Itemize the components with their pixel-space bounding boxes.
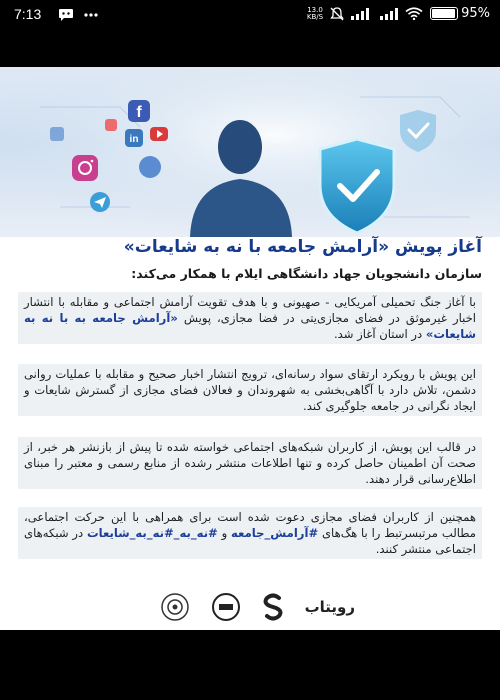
facebook-icon — [128, 100, 150, 122]
battery-percent: 95% — [461, 6, 490, 21]
instagram-icon — [72, 155, 98, 181]
net-speed-value: 13.0 — [307, 5, 323, 14]
paragraph-2: این پویش با رویکرد ارتقای سواد رسانه‌ای، ترویج انتشار اخبار صحیح و مقابله با عملیات روانی دشمن، تلاش دارد با آگاهی‌بخشی به شهروندان و فعالان فضای مجازی از گسترش شایعات و ایجاد نگرانی در جامعه جلوگیری کند. — [18, 364, 482, 416]
jahad-daneshgahi-logo — [211, 592, 241, 622]
svg-text:in: in — [129, 134, 139, 145]
chat-icon — [139, 156, 161, 178]
hero-illustration — [0, 67, 500, 237]
paragraph-1-text-a: با آغاز جنگ تحمیلی آمریکایی - صهیونی و با هدف تقویت آرامش اجتماعی و مقابله با انتشار اخبار غیرموثق در فضای مجازی‌یتی در فضا مجازی، پویش — [24, 295, 476, 325]
paragraph-4-text-mid: و — [217, 526, 231, 540]
paragraph-4-text-b: در شبکه‌های اجتماعی منتشر کنند. — [24, 526, 476, 556]
linkedin-icon — [125, 129, 143, 147]
brand-logo — [305, 598, 355, 616]
message-icon — [58, 8, 74, 22]
emblem-logo — [160, 592, 190, 622]
logos-strip — [160, 589, 355, 625]
status-time: 7:13 — [14, 6, 42, 22]
more-icon — [84, 13, 98, 17]
net-speed — [307, 7, 323, 21]
hashtag-1[interactable]: #آرامش_جامعه — [231, 526, 319, 540]
svg-text:f: f — [136, 104, 142, 121]
mute-icon — [330, 7, 344, 21]
status-left-icons — [58, 8, 98, 22]
post-subtitle: سازمان دانشجویان جهاد دانشگاهی ایلام با همکار می‌کند: — [131, 266, 482, 281]
status-right-icons — [307, 6, 490, 21]
post-title: آغاز پویش «آرامش جامعه با نه به شایعات» — [123, 237, 482, 257]
battery-icon — [430, 7, 458, 20]
signal-icon — [351, 8, 373, 20]
net-speed-unit: KB/S — [306, 12, 324, 21]
brand-logo-text: رویتاب — [304, 598, 355, 616]
paragraph-3: در قالب این پویش، از کاربران شبکه‌های اجتماعی خواسته شده تا پیش از بازنشر هر خبر، از صحت آن اطمینان حاصل کرده و تنها اطلاعات منتشر رشده از منابع رسمی و معتبر را مبنای اطلاع‌رسانی قرار دهند. — [18, 437, 482, 489]
status-bar — [0, 0, 500, 32]
youtube-icon — [150, 127, 168, 141]
signal-2-icon — [380, 8, 398, 20]
paragraph-4-text-a: همچنین از کاربران فضای مجازی دعوت شده است برای همراهی با این حرکت اجتماعی، مطالب مرتبسرتبط را با هگ‌های — [24, 510, 476, 540]
paragraph-1 — [18, 292, 482, 344]
battery-status — [430, 6, 490, 21]
s-logo — [262, 592, 284, 622]
paragraph-4 — [18, 507, 482, 559]
telegram-icon — [90, 192, 110, 212]
paragraph-1-text-b: در استان آغاز شد. — [333, 327, 426, 341]
post-image — [0, 67, 500, 630]
wifi-icon — [405, 7, 423, 20]
campaign-name-highlight: «آرامش جامعه به با نه به شایعات» — [24, 311, 476, 341]
hashtag-2[interactable]: #نه_به_#نه_به_شایعات — [86, 526, 218, 540]
